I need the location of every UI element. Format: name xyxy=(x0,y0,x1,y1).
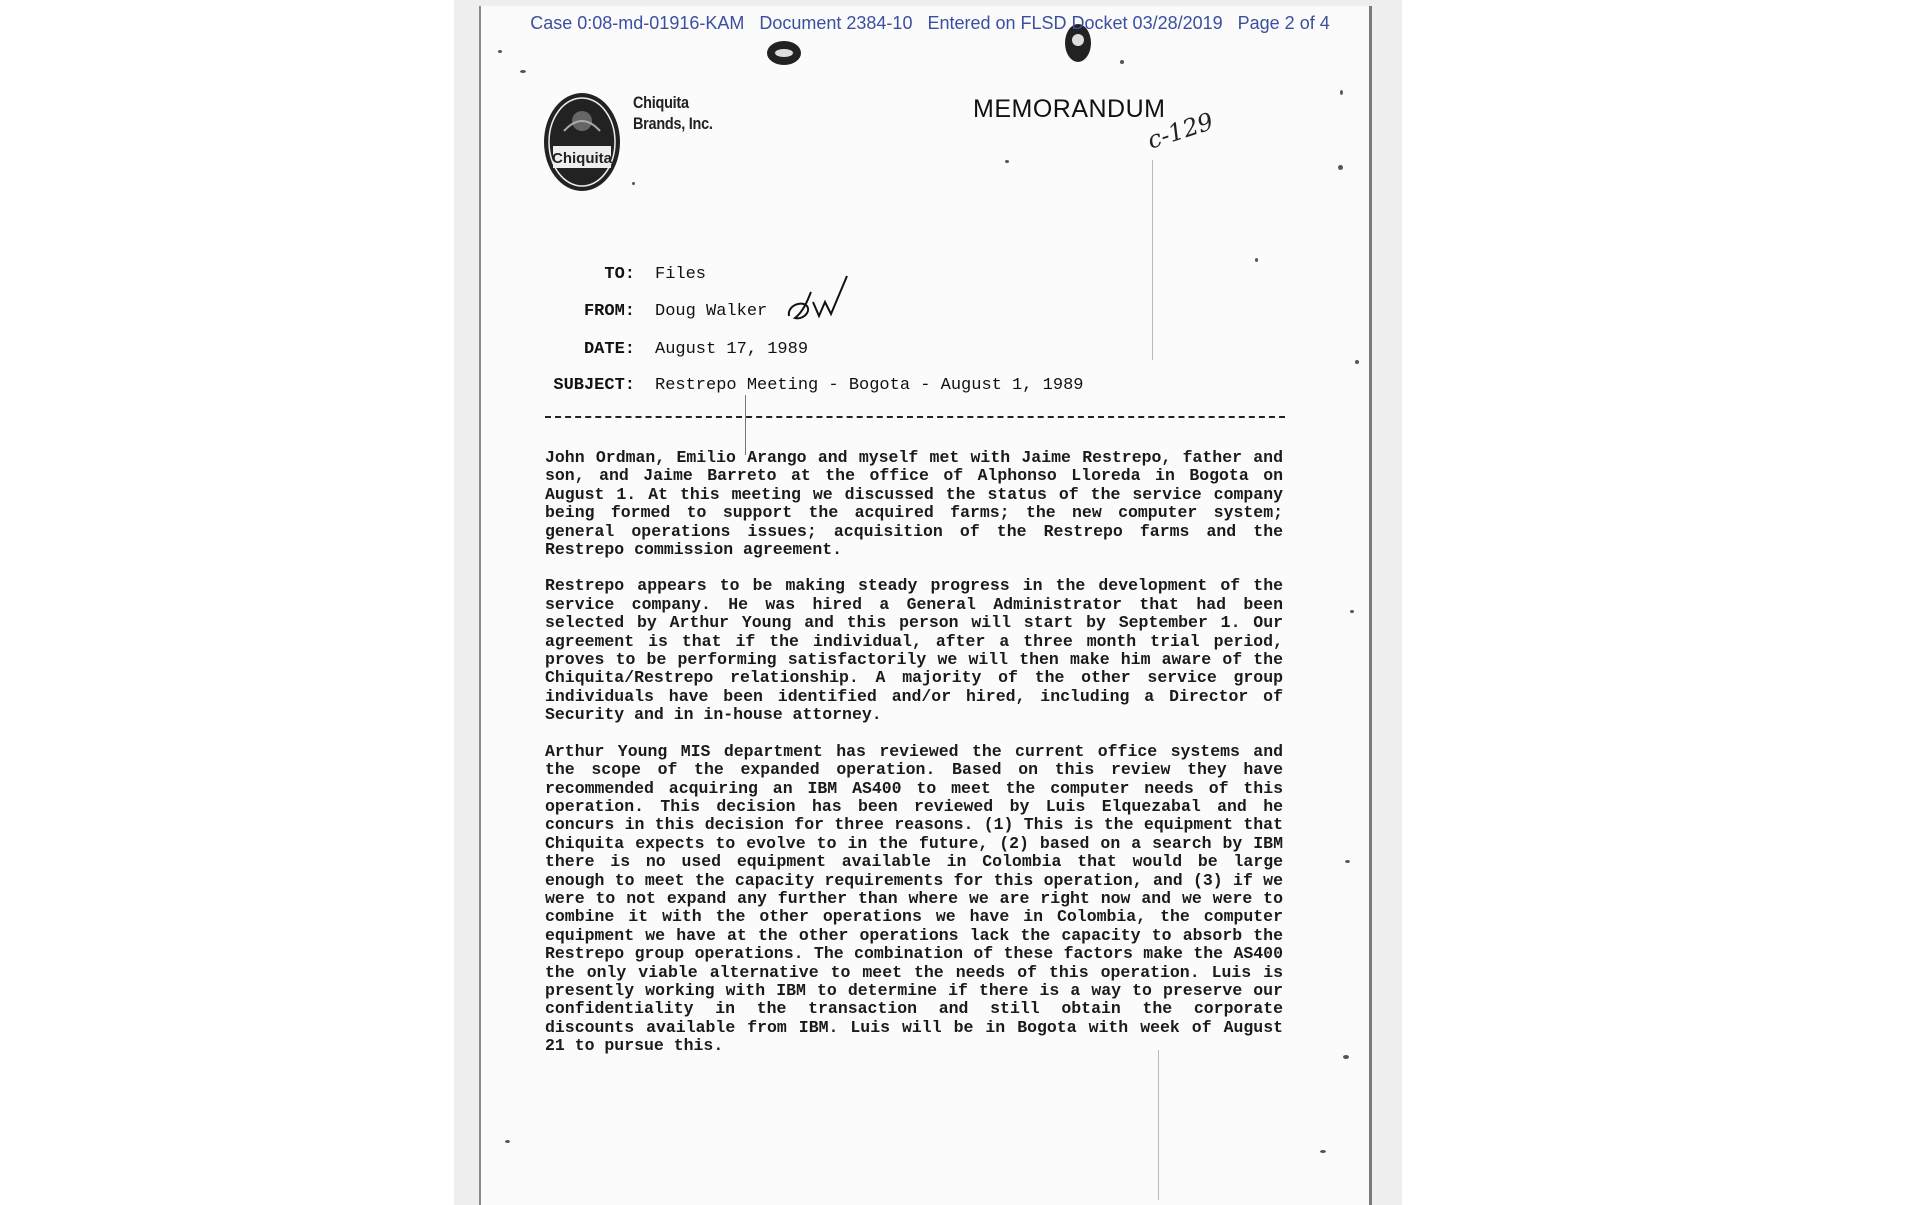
handwritten-exhibit-note: c-129 xyxy=(1144,107,1217,155)
chiquita-logo-icon xyxy=(542,91,622,193)
body-paragraph-3: Arthur Young MIS department has reviewed the current office systems and the scope of the expanded operation. Based on this review they have recommended acquiring an IBM AS400 to meet the computer needs of this operation. This decision has been reviewed by Luis Elquezabal and he concurs in this decision for three reasons. (1) This is the equipment that Chiquita expects to evolve to in the future, (2) based on a search by IBM there is no used equipment available in Colombia that would be large enough to meet the capacity requirements for this operation, and (3) if we were to not expand any further than where we are right now and we were to combine it with the other operations we have in Colombia, the computer equipment we have at the other operations lack the capacity to absorb the Restrepo group operations. The combination of these factors make the AS400 the only viable alternative to meet the needs of this operation. Luis is presently working with IBM to determine if there is a way to preserve our confidentiality in the transaction and still obtain the corporate discounts available from IBM. Luis will be in Bogota with week of August 21 to pursue this. xyxy=(545,741,1283,1056)
company-name-line1: Chiquita xyxy=(633,93,689,112)
scan-speck xyxy=(505,1140,510,1143)
memo-body xyxy=(545,449,1283,1074)
company-name-line2: Brands, Inc. xyxy=(633,114,713,133)
scan-speck xyxy=(1345,860,1350,863)
company-name xyxy=(633,92,713,134)
scan-speck xyxy=(1350,610,1354,613)
scan-speck xyxy=(1005,160,1009,163)
scan-speck xyxy=(1343,1055,1349,1059)
subject-label: SUBJECT: xyxy=(553,376,635,395)
date-row xyxy=(545,340,809,359)
to-value: Files xyxy=(655,265,707,284)
scan-speck xyxy=(1355,360,1359,364)
from-value: Doug Walker xyxy=(655,302,768,321)
from-label: FROM: xyxy=(583,302,635,321)
scan-speck xyxy=(1338,165,1343,170)
punch-hole-mark xyxy=(764,38,804,68)
scan-speck xyxy=(632,182,635,185)
memo-title: MEMORANDUM xyxy=(973,95,1166,123)
scan-fold-line xyxy=(745,395,746,455)
scan-speck xyxy=(1340,90,1343,95)
scan-speck xyxy=(1255,258,1258,262)
scan-fold-line xyxy=(1152,160,1153,360)
subject-row xyxy=(545,376,1084,395)
ecf-filing-header: Case 0:08-md-01916-KAM Document 2384-10 Entered on FLSD Docket 03/28/2019 Page 2 of 4 xyxy=(530,13,1330,33)
scan-speck xyxy=(498,50,502,53)
body-paragraph-2: Restrepo appears to be making steady progress in the development of the service company. He was hired a General Administrator that had been selected by Arthur Young and this person will start by September 1. Our agreement is that if the individual, after a three month trial period, proves to be performing satisfactorily we will then make him aware of the Chiquita/Restrepo relationship. A majority of the other service group individuals have been identified and/or hired, including a Director of Security and in in-house attorney. xyxy=(545,576,1283,725)
to-row xyxy=(545,265,707,284)
header-divider xyxy=(545,416,1285,418)
subject-value: Restrepo Meeting - Bogota - August 1, 1989 xyxy=(655,376,1084,395)
author-signature-icon xyxy=(785,272,851,326)
scan-speck xyxy=(520,70,526,73)
to-label: TO: xyxy=(604,265,635,284)
body-paragraph-1: John Ordman, Emilio Arango and myself met with Jaime Restrepo, father and son, and Jaime Barreto at the office of Alphonso Lloreda in Bogota on August 1. At this meeting we discussed the status of the service company being formed to support the acquired farms; the new computer system; general operations issues; acquisition of the Restrepo farms and the Restrepo commission agreement. xyxy=(545,448,1283,560)
date-value: August 17, 1989 xyxy=(655,340,809,359)
from-row xyxy=(545,302,768,321)
scan-speck xyxy=(1320,1150,1326,1153)
logo-text: Chiquita xyxy=(552,150,612,167)
signature-initials: DW xyxy=(812,319,824,326)
scan-speck xyxy=(1120,60,1124,64)
date-label: DATE: xyxy=(583,340,635,359)
